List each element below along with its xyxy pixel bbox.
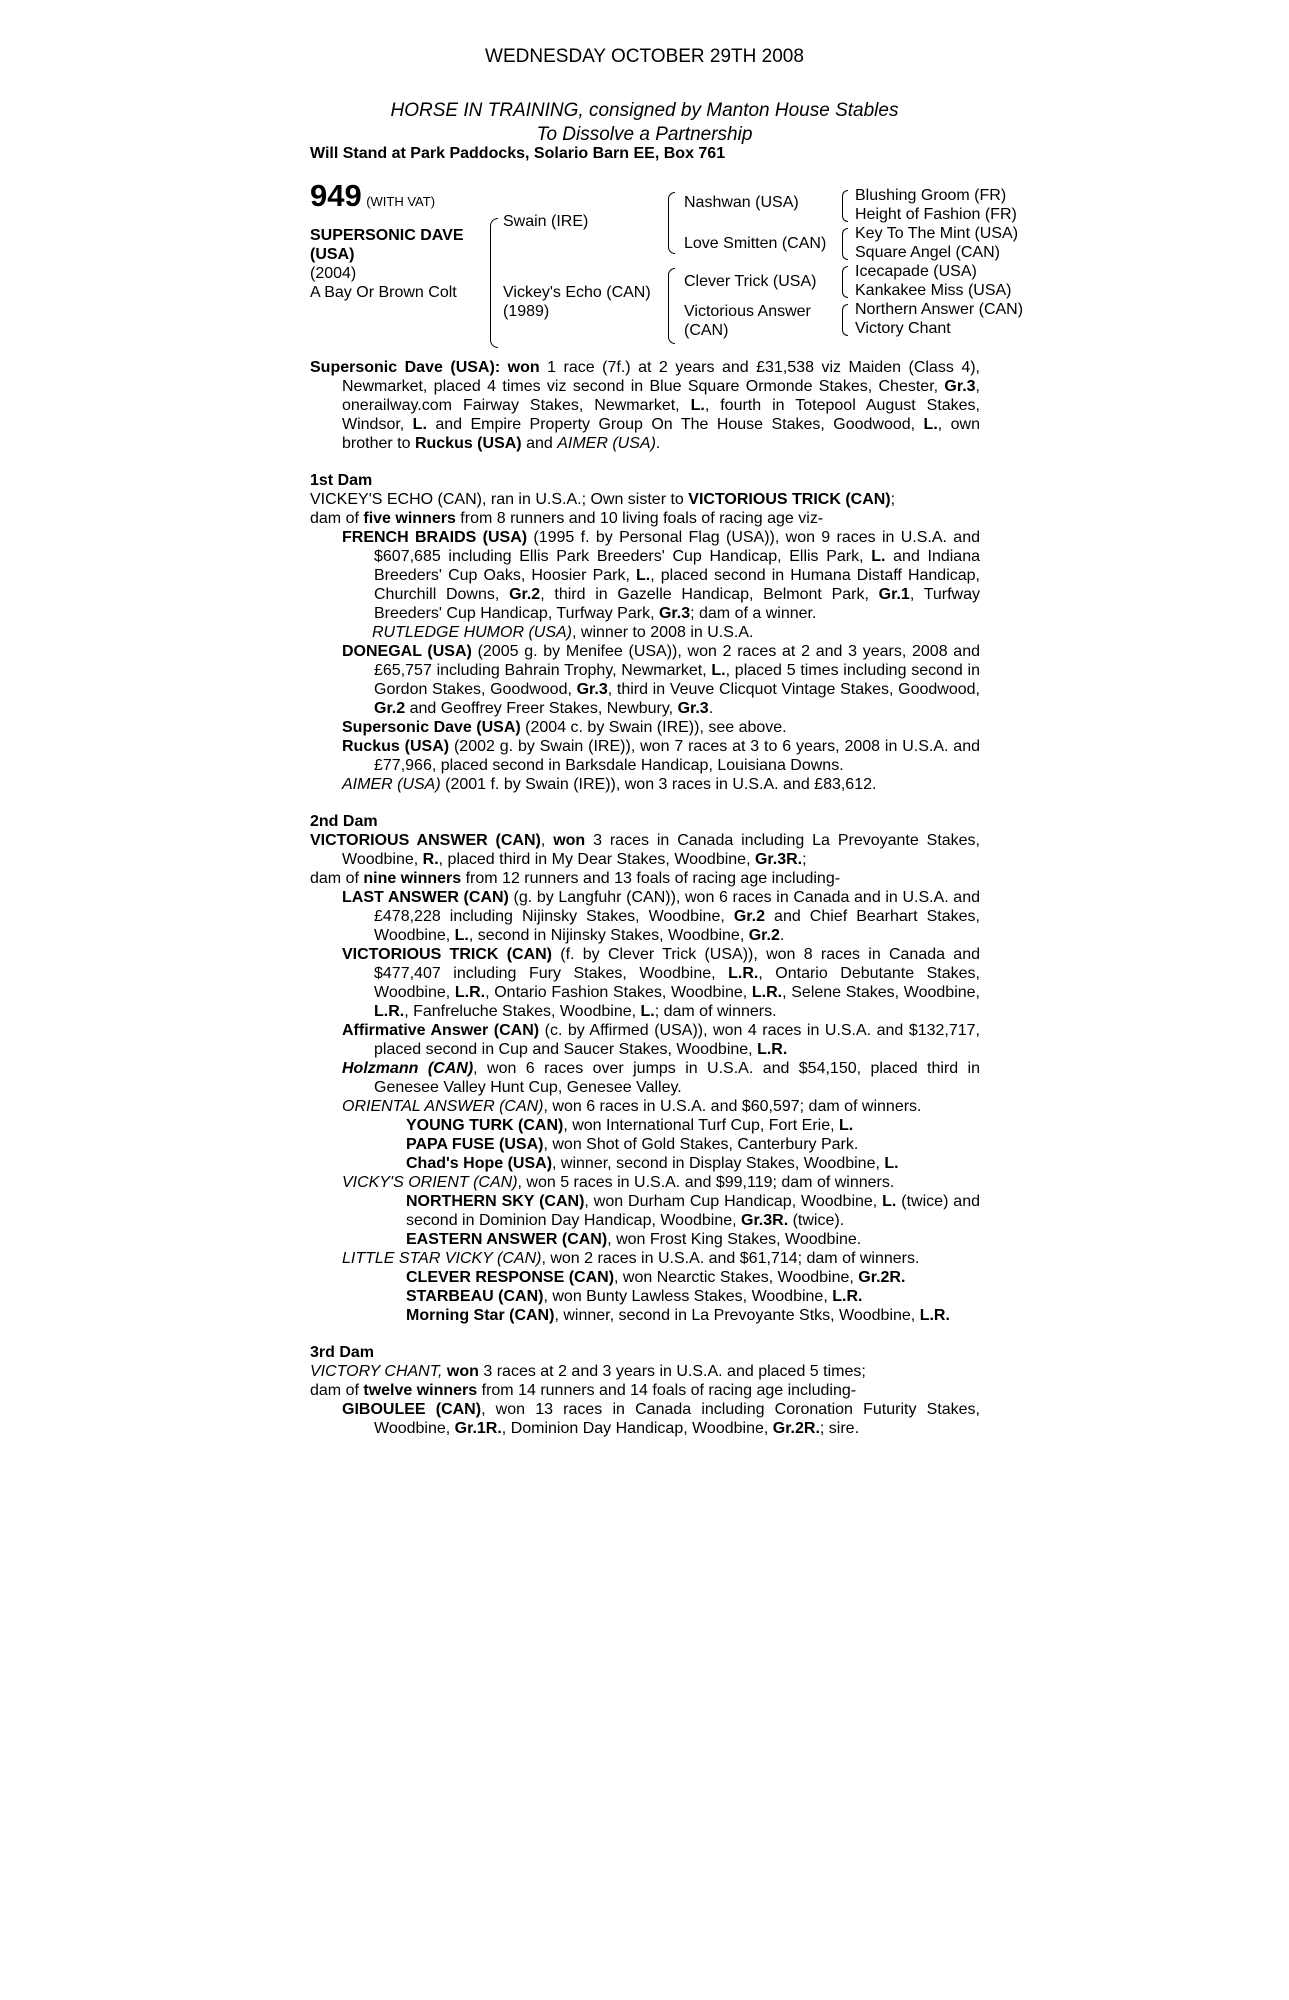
text-run: Gr.1R. bbox=[454, 1420, 502, 1437]
text-run: . bbox=[655, 435, 661, 452]
text-run: L. bbox=[711, 662, 726, 679]
first-dam-heading: 1st Dam bbox=[310, 472, 373, 489]
first-dam-line bbox=[310, 490, 980, 509]
text-run: ORIENTAL ANSWER (CAN) bbox=[342, 1098, 544, 1115]
grandproduce-young-turk bbox=[310, 1116, 980, 1135]
produce-oriental-answer bbox=[310, 1097, 980, 1116]
text-run: ; dam of a winner. bbox=[690, 605, 817, 622]
text-run: Gr.3 bbox=[944, 378, 976, 395]
text-run: , placed third in My Dear Stakes, Woodbine, bbox=[438, 851, 755, 868]
text-run: L. bbox=[454, 927, 469, 944]
brace-gen3-2 bbox=[842, 228, 848, 260]
produce-donegal bbox=[310, 642, 980, 718]
text-run: (c. by Affirmed (USA)), won 4 races in U.S.A. and $132,717, placed second in Cup and Saucer Stakes, Woodbine, bbox=[374, 1022, 981, 1058]
dam-dam: Victorious Answer bbox=[684, 303, 811, 320]
text-run: , winner to 2008 in U.S.A. bbox=[572, 624, 754, 641]
text-run: L.R. bbox=[751, 984, 783, 1001]
vat-note: (WITH VAT) bbox=[366, 194, 436, 209]
text-run: twelve winners bbox=[363, 1382, 478, 1399]
text-run: from 8 runners and 10 living foals of racing age viz- bbox=[455, 510, 824, 527]
text-run: RUTLEDGE HUMOR (USA) bbox=[372, 624, 573, 641]
text-run: , won 5 races in U.S.A. and $99,119; dam of winners. bbox=[517, 1174, 895, 1191]
text-run: 3 races in Canada including La Prevoyante Stakes, Woodbine, bbox=[342, 832, 981, 868]
text-run: Gr.3 bbox=[677, 700, 709, 717]
text-run: , Ontario Fashion Stakes, Woodbine, bbox=[485, 984, 752, 1001]
text-run: L. bbox=[923, 416, 938, 433]
foaling-year: (2004) bbox=[310, 265, 357, 282]
second-dam-heading: 2nd Dam bbox=[310, 813, 378, 830]
lot-number: 949 bbox=[310, 178, 362, 213]
horse-name: SUPERSONIC DAVE bbox=[310, 227, 464, 244]
text-run: five winners bbox=[363, 510, 456, 527]
text-run: , won International Turf Cup, Fort Erie, bbox=[563, 1117, 840, 1134]
text-run: . bbox=[708, 700, 714, 717]
produce-ruckus bbox=[310, 737, 980, 775]
text-run: Gr.2 bbox=[733, 908, 765, 925]
text-run: ; bbox=[890, 491, 896, 508]
text-run: , own brother to bbox=[342, 416, 980, 452]
produce-vickys-orient bbox=[310, 1173, 980, 1192]
text-run: , second in Nijinsky Stakes, Woodbine, bbox=[468, 927, 749, 944]
text-run: dam of bbox=[310, 510, 364, 527]
text-run: Chad's Hope (USA) bbox=[406, 1155, 553, 1172]
text-run: L. bbox=[640, 1003, 655, 1020]
text-run: CLEVER RESPONSE (CAN) bbox=[406, 1269, 615, 1286]
third-dam-heading: 3rd Dam bbox=[310, 1344, 375, 1361]
text-run: , won Durham Cup Handicap, Woodbine, bbox=[584, 1193, 883, 1210]
text-run: (2001 f. by Swain (IRE)), won 3 races in U.S.A. and £83,612. bbox=[440, 776, 877, 793]
grandproduce-eastern-answer bbox=[310, 1230, 980, 1249]
brace-gen3-1 bbox=[842, 190, 848, 222]
text-run: L. bbox=[690, 397, 705, 414]
ss-dam: Height of Fashion (FR) bbox=[855, 206, 1017, 223]
dam-year: (1989) bbox=[503, 303, 550, 320]
sale-date: WEDNESDAY OCTOBER 29TH 2008 bbox=[485, 46, 804, 67]
first-dam-produce-summary bbox=[310, 509, 980, 528]
text-run: , winner, second in La Prevoyante Stks, Woodbine, bbox=[554, 1307, 920, 1324]
text-run: VICTORY CHANT, bbox=[310, 1363, 443, 1380]
text-run: (twice) and second in Dominion Day Handicap, Woodbine, bbox=[406, 1193, 980, 1229]
text-run: L. bbox=[412, 416, 427, 433]
horse-name-country: (USA) bbox=[310, 246, 355, 263]
produce-holzmann bbox=[310, 1059, 980, 1097]
text-run: (1995 f. by Personal Flag (USA)), won 9 races in U.S.A. and $607,685 including Ellis Park Breeders' Cup Handicap, Ellis Park, bbox=[374, 529, 980, 565]
text-run: ; dam of winners. bbox=[654, 1003, 777, 1020]
text-run: FRENCH BRAIDS (USA) bbox=[342, 529, 528, 546]
text-run: NORTHERN SKY (CAN) bbox=[406, 1193, 585, 1210]
sd-sire: Key To The Mint (USA) bbox=[855, 225, 1019, 242]
text-run: L.R. bbox=[919, 1307, 950, 1324]
text-run: 3 races at 2 and 3 years in U.S.A. and placed 5 times; bbox=[478, 1363, 866, 1380]
text-run: Gr.3R. bbox=[741, 1212, 789, 1229]
text-run: LITTLE STAR VICKY (CAN) bbox=[342, 1250, 542, 1267]
text-run: and Geoffrey Freer Stakes, Newbury, bbox=[405, 700, 678, 717]
text-run: (g. by Langfuhr (CAN)), won 6 races in Canada and in U.S.A. and £478,228 including Nijinsky Stakes, Woodbine, bbox=[374, 889, 980, 925]
text-run: (2005 g. by Menifee (USA)), won 2 races at 2 and 3 years, 2008 and £65,757 including Bahrain Trophy, Newmarket, bbox=[374, 643, 980, 679]
text-run: Gr.3 bbox=[576, 681, 608, 698]
text-run: VICTORIOUS TRICK (CAN) bbox=[688, 491, 891, 508]
text-run: L. bbox=[882, 1193, 897, 1210]
text-run: L. bbox=[636, 567, 651, 584]
produce-last-answer bbox=[310, 888, 980, 945]
grandproduce-clever-response bbox=[310, 1268, 980, 1287]
brace-gen3-3 bbox=[842, 266, 848, 298]
text-run: L.R. bbox=[454, 984, 486, 1001]
text-run: , onerailway.com Fairway Stakes, Newmarket, bbox=[342, 378, 980, 414]
text-run: , won Shot of Gold Stakes, Canterbury Park. bbox=[543, 1136, 859, 1153]
text-run: R. bbox=[422, 851, 439, 868]
text-run: dam of bbox=[310, 1382, 364, 1399]
text-run: GIBOULEE (CAN) bbox=[342, 1401, 482, 1418]
produce-rutledge-humor bbox=[310, 623, 980, 642]
text-run: , bbox=[540, 832, 554, 849]
text-run: Gr.2 bbox=[509, 586, 541, 603]
text-run: nine winners bbox=[363, 870, 462, 887]
second-dam-produce-summary bbox=[310, 869, 980, 888]
ds-sire: Icecapade (USA) bbox=[855, 263, 977, 280]
text-run: Gr.2R. bbox=[858, 1269, 906, 1286]
second-dam-line bbox=[310, 831, 980, 869]
text-run: DONEGAL (USA) bbox=[342, 643, 472, 660]
grandproduce-papa-fuse bbox=[310, 1135, 980, 1154]
text-run: Gr.2 bbox=[748, 927, 780, 944]
grandproduce-northern-sky bbox=[310, 1192, 980, 1230]
text-run: (2004 c. by Swain (IRE)), see above. bbox=[520, 719, 787, 736]
brace-gen2-sire bbox=[668, 192, 675, 254]
text-run: , third in Veuve Clicquot Vintage Stakes, Goodwood, bbox=[607, 681, 980, 698]
text-run: , won Frost King Stakes, Woodbine. bbox=[607, 1231, 862, 1248]
text-run: , won Bunty Lawless Stakes, Woodbine, bbox=[543, 1288, 833, 1305]
text-run: Morning Star (CAN) bbox=[406, 1307, 555, 1324]
text-run: (twice). bbox=[788, 1212, 845, 1229]
text-run: L.R. bbox=[832, 1288, 863, 1305]
text-run: L. bbox=[871, 548, 886, 565]
dd-dam: Victory Chant bbox=[855, 320, 951, 337]
sire-dam: Love Smitten (CAN) bbox=[684, 235, 827, 252]
text-run: from 12 runners and 13 foals of racing age including- bbox=[461, 870, 841, 887]
text-run: ; bbox=[802, 851, 807, 868]
produce-affirmative-answer bbox=[310, 1021, 980, 1059]
ss-sire: Blushing Groom (FR) bbox=[855, 187, 1007, 204]
text-run: dam of bbox=[310, 870, 364, 887]
text-run: AIMER (USA) bbox=[557, 435, 656, 452]
text-run: VICTORIOUS ANSWER (CAN) bbox=[310, 832, 541, 849]
text-run: and bbox=[521, 435, 558, 452]
text-run: , winner, second in Display Stakes, Woodbine, bbox=[552, 1155, 885, 1172]
text-run: ; sire. bbox=[819, 1420, 860, 1437]
grandproduce-morning-star bbox=[310, 1306, 980, 1325]
produce-aimer bbox=[310, 775, 980, 794]
horse-description: A Bay Or Brown Colt bbox=[310, 284, 457, 301]
text-run: LAST ANSWER (CAN) bbox=[342, 889, 509, 906]
consignment-note bbox=[0, 99, 1289, 147]
text-run: Supersonic Dave (USA) bbox=[342, 719, 521, 736]
text-run: VICTORIOUS TRICK (CAN) bbox=[342, 946, 553, 963]
text-run: Holzmann (CAN) bbox=[342, 1060, 474, 1077]
ds-dam: Kankakee Miss (USA) bbox=[855, 282, 1012, 299]
text-run: STARBEAU (CAN) bbox=[406, 1288, 544, 1305]
text-run: Gr.2 bbox=[374, 700, 406, 717]
text-run: Ruckus (USA) bbox=[414, 435, 522, 452]
dam-sire: Clever Trick (USA) bbox=[684, 273, 817, 290]
text-run: , third in Gazelle Handicap, Belmont Park, bbox=[540, 586, 879, 603]
consignment-line-1: HORSE IN TRAINING, consigned by Manton House Stables bbox=[390, 100, 899, 121]
produce-little-star-vicky bbox=[310, 1249, 980, 1268]
grandproduce-starbeau bbox=[310, 1287, 980, 1306]
text-run: Gr.3 bbox=[658, 605, 691, 622]
text-run: , won 6 races over jumps in U.S.A. and $54,150, placed third in Genesee Valley Hunt Cup, Genesee Valley. bbox=[374, 1060, 980, 1096]
produce-supersonic-dave bbox=[310, 718, 980, 737]
text-run: L.R. bbox=[757, 1041, 788, 1058]
text-run: , won 6 races in U.S.A. and $60,597; dam of winners. bbox=[543, 1098, 922, 1115]
pedigree-table bbox=[310, 178, 1050, 346]
text-run: , won 2 races in U.S.A. and $61,714; dam of winners. bbox=[541, 1250, 920, 1267]
third-dam-produce-summary bbox=[310, 1381, 980, 1400]
sire-sire: Nashwan (USA) bbox=[684, 194, 799, 211]
sire: Swain (IRE) bbox=[503, 213, 589, 230]
text-run: YOUNG TURK (CAN) bbox=[406, 1117, 564, 1134]
produce-giboulee bbox=[310, 1400, 980, 1438]
grandproduce-chads-hope bbox=[310, 1154, 980, 1173]
text-run: Affirmative Answer (CAN) bbox=[342, 1022, 540, 1039]
text-run: , Selene Stakes, Woodbine, bbox=[782, 984, 980, 1001]
text-run: Ruckus (USA) bbox=[342, 738, 450, 755]
text-run: 1 race (7f.) at 2 years and £31,538 viz Maiden (Class 4), Newmarket, placed 4 times viz second in Blue Square Ormonde Stakes, Chester, bbox=[342, 359, 980, 395]
dam-dam-country: (CAN) bbox=[684, 322, 729, 339]
text-run: PAPA FUSE (USA) bbox=[406, 1136, 544, 1153]
text-run: AIMER (USA) bbox=[342, 776, 441, 793]
text-run: won bbox=[507, 359, 540, 376]
text-run: : bbox=[494, 359, 501, 376]
text-run: , won Nearctic Stakes, Woodbine, bbox=[614, 1269, 859, 1286]
brace-gen1 bbox=[490, 218, 498, 348]
text-run: Gr.1 bbox=[878, 586, 910, 603]
text-run: and Indiana Breeders' Cup Oaks, Hoosier Park, bbox=[374, 548, 981, 584]
text-run: L. bbox=[839, 1117, 854, 1134]
text-run: , Turfway Breeders' Cup Handicap, Turfway Park, bbox=[374, 586, 981, 622]
text-run: Gr.3R. bbox=[754, 851, 803, 868]
brace-gen2-dam bbox=[668, 268, 675, 344]
produce-victorious-trick bbox=[310, 945, 980, 1021]
text-run: Supersonic Dave (USA) bbox=[310, 359, 495, 376]
text-run: (f. by Clever Trick (USA)), won 8 races in Canada and $477,407 including Fury Stakes, Woodbine, bbox=[374, 946, 980, 982]
text-run: EASTERN ANSWER (CAN) bbox=[406, 1231, 608, 1248]
dam: Vickey's Echo (CAN) bbox=[503, 284, 651, 301]
text-run: from 14 runners and 14 foals of racing age including- bbox=[477, 1382, 857, 1399]
text-run: , Ontario Debutante Stakes, Woodbine, bbox=[374, 965, 980, 1001]
text-run: (2002 g. by Swain (IRE)), won 7 races at 3 to 6 years, 2008 in U.S.A. and £77,966, placed second in Barksdale Handicap, Louisiana Downs. bbox=[374, 738, 980, 774]
text-run: and Empire Property Group On The House Stakes, Goodwood, bbox=[426, 416, 924, 433]
stabling-location: Will Stand at Park Paddocks, Solario Barn EE, Box 761 bbox=[310, 145, 726, 162]
produce-french-braids bbox=[310, 528, 980, 623]
text-run: won bbox=[442, 1363, 479, 1380]
text-run: , fourth in Totepool August Stakes, Windsor, bbox=[342, 397, 980, 433]
text-run: , placed 5 times including second in Gordon Stakes, Goodwood, bbox=[374, 662, 981, 698]
text-run: VICKEY'S ECHO (CAN), ran in U.S.A.; Own sister to bbox=[310, 491, 689, 508]
catalogue-text bbox=[310, 358, 980, 1438]
text-run: . bbox=[779, 927, 785, 944]
text-run: , Fanfreluche Stakes, Woodbine, bbox=[404, 1003, 641, 1020]
sd-dam: Square Angel (CAN) bbox=[855, 244, 1000, 261]
lot-heading bbox=[310, 178, 436, 213]
text-run: won bbox=[553, 832, 586, 849]
text-run: and Chief Bearhart Stakes, Woodbine, bbox=[374, 908, 980, 944]
consignment-line-2: To Dissolve a Partnership bbox=[536, 124, 753, 145]
dd-sire: Northern Answer (CAN) bbox=[855, 301, 1024, 318]
race-record bbox=[310, 358, 980, 453]
brace-gen3-4 bbox=[842, 304, 848, 336]
text-run: , placed second in Humana Distaff Handicap, Churchill Downs, bbox=[374, 567, 980, 603]
text-run: , Dominion Day Handicap, Woodbine, bbox=[501, 1420, 773, 1437]
text-run: L.R. bbox=[728, 965, 759, 982]
text-run: L.R. bbox=[374, 1003, 405, 1020]
third-dam-line bbox=[310, 1362, 980, 1381]
text-run: L. bbox=[884, 1155, 899, 1172]
text-run: , won 13 races in Canada including Coronation Futurity Stakes, Woodbine, bbox=[374, 1401, 981, 1437]
text-run: Gr.2R. bbox=[772, 1420, 820, 1437]
text-run: VICKY'S ORIENT (CAN) bbox=[342, 1174, 518, 1191]
